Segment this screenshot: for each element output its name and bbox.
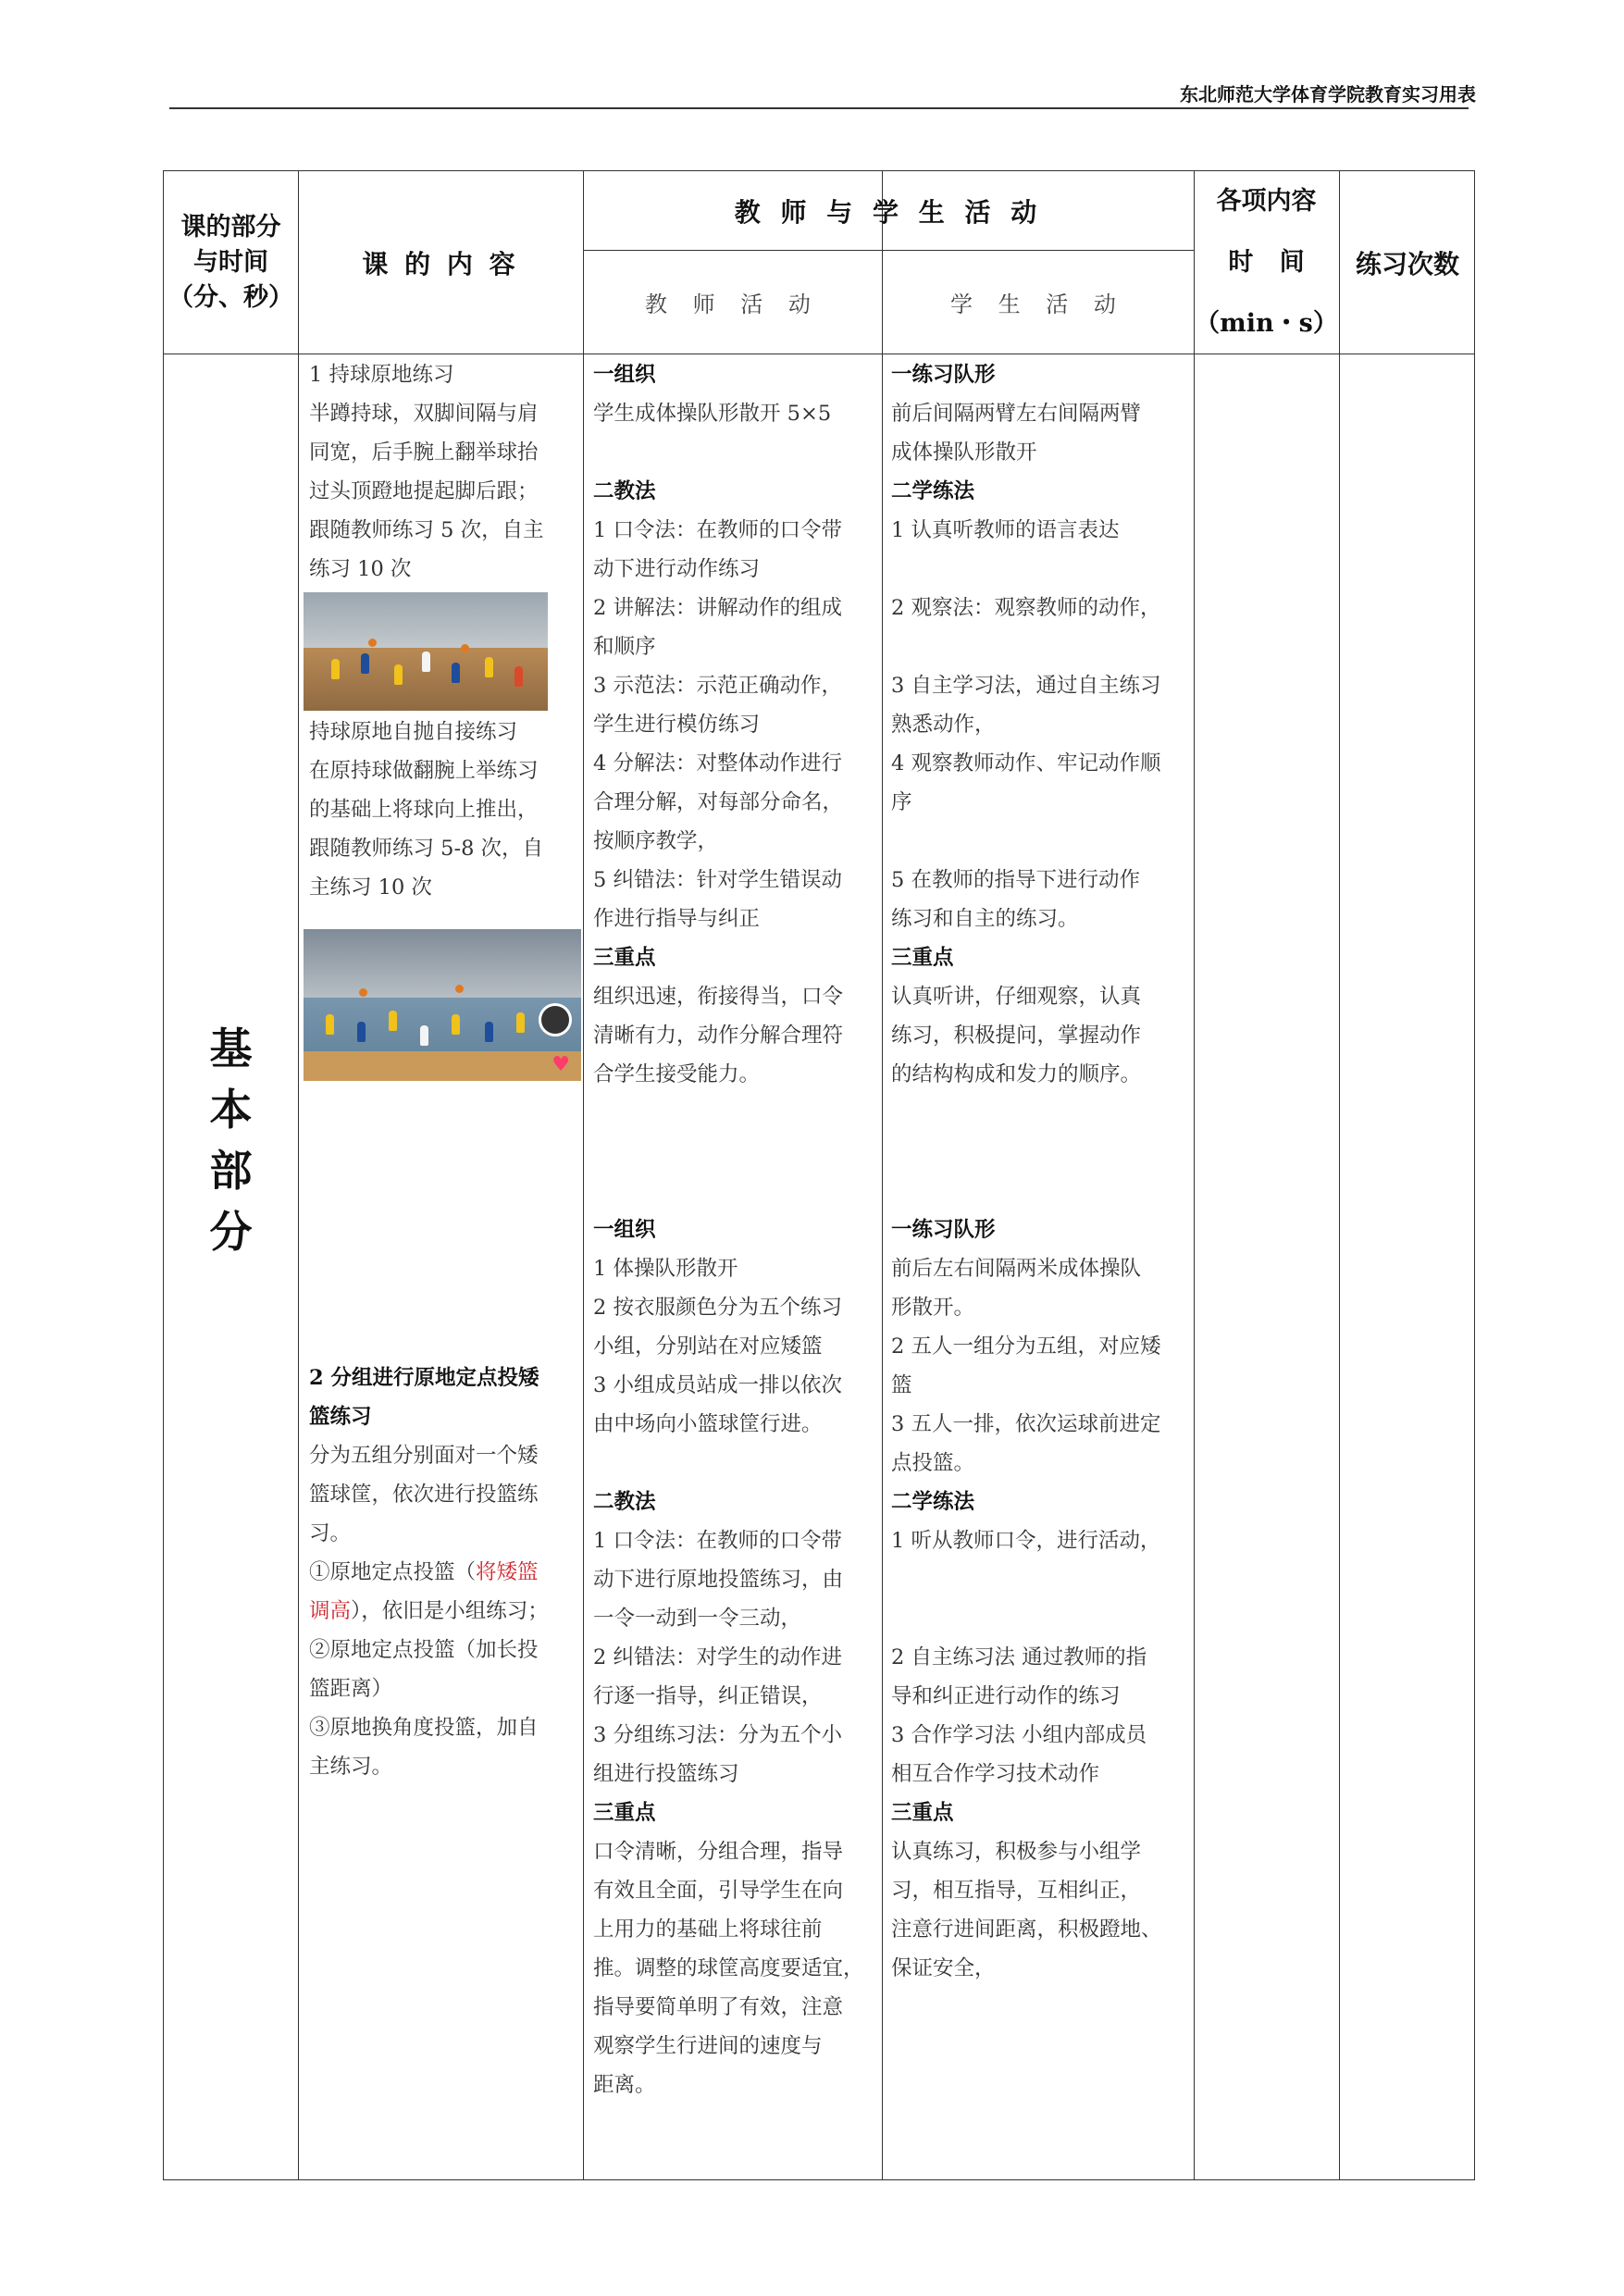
teacher-text: 组进行投篮练习 <box>593 1762 739 1786</box>
student-text: 的结构构成和发力的顺序。 <box>891 1062 1142 1086</box>
section-label-basic-part <box>163 1018 299 1262</box>
exercise-1-text: 半蹲持球，双脚间隔与肩 <box>309 402 539 426</box>
teacher-text: 推。调整的球筐高度要适宜， <box>593 1956 864 1980</box>
student-text: 认真练习，积极参与小组学 <box>891 1840 1142 1864</box>
photo-child <box>485 657 493 677</box>
student-text: 2 五人一组分为五组，对应矮 <box>891 1334 1161 1359</box>
header-time <box>1194 171 1339 354</box>
spacer <box>891 1094 1192 1210</box>
photo-ball <box>455 985 464 993</box>
section-char: 基 <box>209 1024 253 1074</box>
teacher-text: 合学生接受能力。 <box>593 1062 761 1086</box>
teacher-text: 1 体操队形散开 <box>593 1257 738 1281</box>
exercise-2-title: 持球原地自抛自接练习 <box>309 720 518 744</box>
student-text: 3 五人一排，依次运球前进定 <box>891 1412 1161 1436</box>
lesson-content-column <box>309 355 577 1786</box>
student-text: 2 自主练习法 通过教师的指 <box>891 1645 1147 1669</box>
photo-child <box>422 652 430 672</box>
teacher-text: 2 纠错法：对学生的动作进 <box>593 1645 842 1669</box>
exercise-2-text: 主练习 10 次 <box>309 875 432 900</box>
teacher-text: 2 讲解法：讲解动作的组成 <box>593 596 842 620</box>
student-text: 点投篮。 <box>891 1451 975 1475</box>
item-text: ①原地定点投篮（ <box>309 1560 477 1584</box>
header-time-line: （min・s） <box>1195 308 1338 338</box>
student-text: 4 观察教师动作、牢记动作顺 <box>891 751 1161 776</box>
exercise-3-item-3: 主练习。 <box>309 1755 393 1779</box>
teacher-text: 3 示范法：示范正确动作， <box>593 674 842 698</box>
teacher-text: 3 分组练习法：分为五个小 <box>593 1723 842 1747</box>
photo-child <box>485 1022 493 1042</box>
header-part-time <box>164 171 298 354</box>
gym-practice-photo-2 <box>304 929 581 1081</box>
exercise-1-text: 跟随教师练习 5 次，自主 <box>309 518 544 542</box>
spacer <box>309 1081 577 1359</box>
teacher-text: 按顺序教学， <box>593 829 719 853</box>
spacer <box>593 433 880 472</box>
teacher-text: 学生成体操队形散开 5×5 <box>593 402 832 426</box>
teacher-heading: 三重点 <box>593 946 656 970</box>
exercise-3-item-2: 篮距离） <box>309 1677 393 1701</box>
spacer <box>891 1560 1192 1638</box>
teacher-text: 由中场向小篮球筐行进。 <box>593 1412 823 1436</box>
item-highlight: 将矮篮 <box>476 1560 539 1584</box>
student-text: 练习和自主的练习。 <box>891 907 1079 931</box>
student-text: 练习，积极提问，掌握动作 <box>891 1024 1142 1048</box>
header-part-line: 课的部分 <box>180 212 281 242</box>
exercise-3-text: 篮球筐，依次进行投篮练 <box>309 1483 539 1507</box>
spacer <box>593 1094 880 1210</box>
spacer <box>593 1444 880 1483</box>
header-time-line: 各项内容 <box>1216 186 1317 216</box>
photo-child <box>452 1014 460 1035</box>
teacher-text: 一令一动到一令三动， <box>593 1607 802 1631</box>
teacher-heading: 三重点 <box>593 1801 656 1825</box>
institution-label: 东北师范大学体育学院教育实习用表 <box>1180 83 1476 105</box>
student-text: 相互合作学习技术动作 <box>891 1762 1100 1786</box>
student-activity-column <box>891 355 1192 1988</box>
student-text: 认真听讲，仔细观察，认真 <box>891 985 1142 1009</box>
photo-child <box>326 1014 334 1035</box>
teacher-text: 口令清晰，分组合理，指导 <box>593 1840 844 1864</box>
gym-practice-photo-1 <box>304 592 548 711</box>
spacer <box>891 550 1192 589</box>
teacher-text: 动下进行动作练习 <box>593 557 761 581</box>
exercise-3-title: 2 分组进行原地定点投矮 <box>309 1366 539 1390</box>
student-text: 前后左右间隔两米成体操队 <box>891 1257 1142 1281</box>
student-text: 3 合作学习法 小组内部成员 <box>891 1723 1147 1747</box>
teacher-text: 1 口令法：在教师的口令带 <box>593 1529 842 1553</box>
photo-wall <box>304 929 581 998</box>
video-icon[interactable] <box>539 1003 572 1036</box>
col-divider <box>1339 171 1340 2179</box>
photo-child <box>420 1025 428 1046</box>
exercise-3-item-1 <box>309 1553 577 1592</box>
teacher-heading: 二教法 <box>593 1490 656 1514</box>
teacher-text: 2 按衣服颜色分为五个练习 <box>593 1296 842 1320</box>
teacher-text: 观察学生行进间的速度与 <box>593 2034 823 2058</box>
student-heading: 三重点 <box>891 1801 954 1825</box>
student-text: 习，相互指导，互相纠正， <box>891 1879 1142 1903</box>
photo-child <box>361 653 369 674</box>
exercise-3-text: 分为五组分别面对一个矮 <box>309 1444 539 1468</box>
exercise-1-text: 同宽，后手腕上翻举球抬 <box>309 441 539 465</box>
student-heading: 三重点 <box>891 946 954 970</box>
teacher-text: 组织迅速，衔接得当，口令 <box>593 985 844 1009</box>
student-heading: 二学练法 <box>891 1490 975 1514</box>
student-text: 注意行进间距离，积极蹬地、 <box>891 1917 1162 1942</box>
exercise-2-text: 跟随教师练习 5-8 次，自 <box>309 837 544 861</box>
teacher-heading: 一组织 <box>593 363 656 387</box>
teacher-text: 小组，分别站在对应矮篮 <box>593 1334 823 1359</box>
teacher-text: 距离。 <box>593 2073 656 2097</box>
header-practice-count: 练习次数 <box>1355 248 1459 279</box>
teacher-text: 动下进行原地投篮练习，由 <box>593 1568 844 1592</box>
student-text: 5 在教师的指导下进行动作 <box>891 868 1140 892</box>
section-char: 分 <box>209 1207 253 1257</box>
teacher-text: 有效且全面，引导学生在向 <box>593 1879 844 1903</box>
header-part-line: （分、秒） <box>168 282 293 312</box>
header-student-activity: 学 生 活 动 <box>950 291 1125 317</box>
teacher-text: 清晰有力，动作分解合理符 <box>593 1024 844 1048</box>
exercise-3-item-2: ②原地定点投篮（加长投 <box>309 1638 539 1662</box>
header-time-line: 时 间 <box>1228 247 1305 277</box>
student-text: 成体操队形散开 <box>891 441 1037 465</box>
teacher-text: 3 小组成员站成一排以依次 <box>593 1373 842 1397</box>
teacher-text: 和顺序 <box>593 635 656 659</box>
photo-wall <box>304 592 548 648</box>
header-content: 课 的 内 容 <box>362 248 519 279</box>
teacher-text: 作进行指导与纠正 <box>593 907 761 931</box>
student-text: 熟悉动作， <box>891 713 996 737</box>
teacher-text: 合理分解，对每部分命名， <box>593 790 844 814</box>
exercise-3-title: 篮练习 <box>309 1405 372 1429</box>
student-text: 2 观察法：观察教师的动作， <box>891 596 1161 620</box>
exercise-2-text: 在原持球做翻腕上举练习 <box>309 759 539 783</box>
item-text: ），依旧是小组练习； <box>351 1599 549 1623</box>
student-text: 1 听从教师口令，进行活动， <box>891 1529 1161 1553</box>
student-text: 形散开。 <box>891 1296 975 1320</box>
photo-child <box>389 1011 397 1031</box>
exercise-1-title: 1 持球原地练习 <box>309 363 454 387</box>
student-text: 3 自主学习法，通过自主练习 <box>891 674 1161 698</box>
col-divider <box>882 171 883 2179</box>
col-divider <box>583 171 584 2179</box>
teacher-heading: 二教法 <box>593 479 656 503</box>
photo-child <box>516 1012 525 1033</box>
heart-icon[interactable]: ♥ <box>552 1053 570 1076</box>
photo-ball <box>368 639 377 647</box>
photo-child <box>514 666 523 687</box>
spacer <box>891 822 1192 861</box>
photo-ball <box>359 988 367 997</box>
student-text: 前后间隔两臂左右间隔两臂 <box>891 402 1142 426</box>
photo-child <box>452 663 460 683</box>
photo-child <box>331 659 340 679</box>
exercise-3-item-3: ③原地换角度投篮，加自 <box>309 1716 539 1740</box>
exercise-1-text: 练习 10 次 <box>309 557 412 581</box>
student-text: 篮 <box>891 1373 912 1397</box>
teacher-text: 行逐一指导，纠正错误， <box>593 1684 823 1708</box>
header-rule <box>169 107 1469 109</box>
exercise-3-item-1-cont <box>309 1592 577 1631</box>
student-text: 1 认真听教师的语言表达 <box>891 518 1120 542</box>
header-activities: 教 师 与 学 生 活 动 <box>734 196 1043 228</box>
photo-floor-edge <box>304 1051 581 1081</box>
exercise-3-text: 习。 <box>309 1521 352 1545</box>
photo-child <box>394 664 403 685</box>
teacher-activity-column <box>593 355 880 2104</box>
teacher-text: 指导要简单明了有效，注意 <box>593 1995 844 2019</box>
student-text: 导和纠正进行动作的练习 <box>891 1684 1121 1708</box>
teacher-text: 上用力的基础上将球往前 <box>593 1917 823 1942</box>
teacher-text: 5 纠错法：针对学生错误动 <box>593 868 842 892</box>
teacher-text: 4 分解法：对整体动作进行 <box>593 751 842 776</box>
section-char: 部 <box>209 1146 253 1196</box>
student-heading: 二学练法 <box>891 479 975 503</box>
section-char: 本 <box>209 1085 253 1135</box>
teacher-text: 学生进行模仿练习 <box>593 713 761 737</box>
photo-child <box>357 1022 366 1042</box>
col-divider <box>1194 171 1195 2179</box>
header-part-line: 与时间 <box>193 247 268 277</box>
photo-ball <box>461 644 469 652</box>
student-heading: 一练习队形 <box>891 363 996 387</box>
student-text: 保证安全， <box>891 1956 996 1980</box>
student-heading: 一练习队形 <box>891 1218 996 1242</box>
student-text: 序 <box>891 790 912 814</box>
teacher-heading: 一组织 <box>593 1218 656 1242</box>
spacer <box>891 627 1192 666</box>
exercise-1-text: 过头顶蹬地提起脚后跟； <box>309 479 539 503</box>
exercise-2-text: 的基础上将球向上推出， <box>309 798 539 822</box>
teacher-text: 1 口令法：在教师的口令带 <box>593 518 842 542</box>
header-teacher-activity: 教 师 活 动 <box>645 291 820 317</box>
item-highlight: 调高 <box>309 1599 352 1623</box>
